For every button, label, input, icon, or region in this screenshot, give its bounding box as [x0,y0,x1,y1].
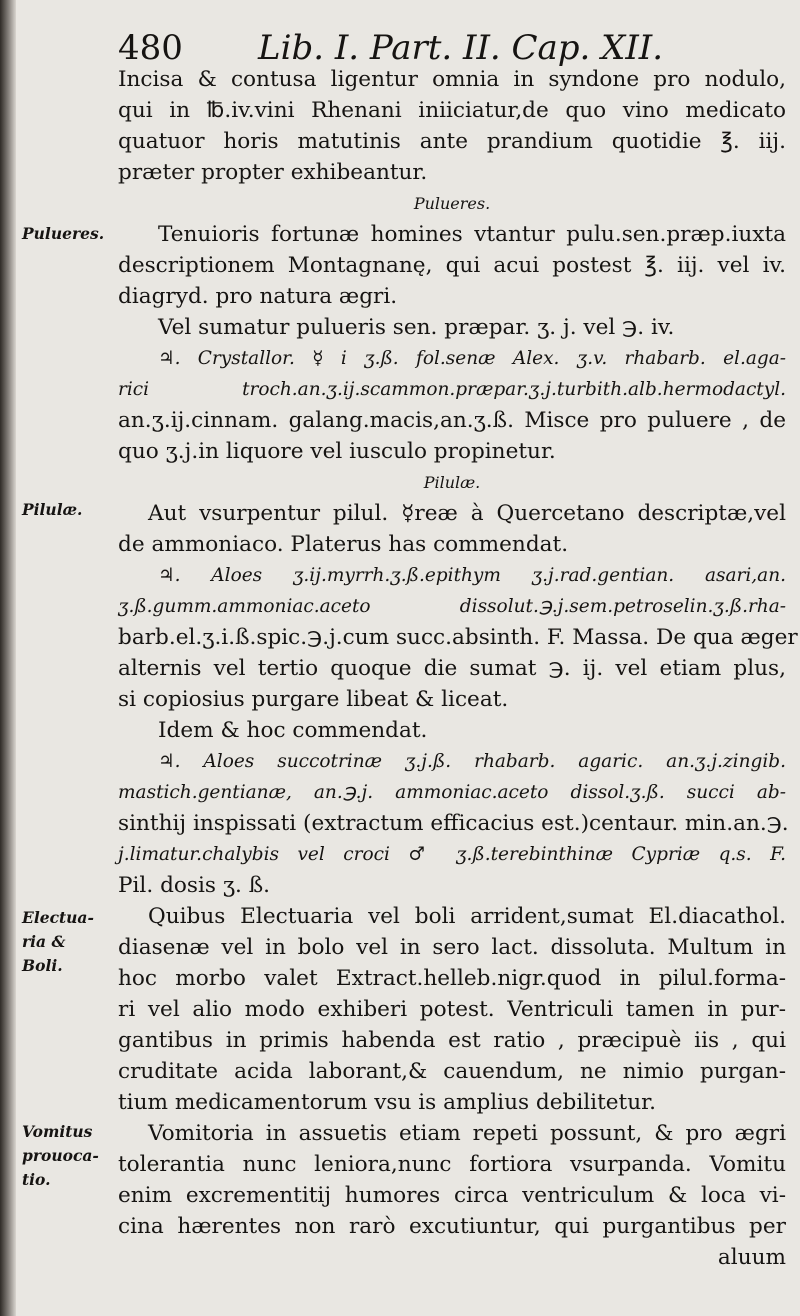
text-line: Vel sumatur pulueris sen. præpar. ʒ. j. vel ℈. iv. [158,315,675,340]
section-heading: Pulueres. [413,194,491,213]
text-line: Vomitoria in assuetis etiam repeti possunt, & pro ægri [148,1121,786,1146]
text-line: si copiosius purgare libeat & liceat. [118,687,509,712]
text-line: an.ʒ.ij.cinnam. galang.macis,an.ʒ.ß. Misce pro puluere , de [118,408,786,433]
running-head: Lib. I. Part. II. Cap. XII. [258,28,664,68]
main-text-block [118,64,798,1273]
text-line: enim excrementitij humores circa ventriculum & loca vi- [118,1183,786,1208]
text-line: de ammoniaco. Platerus has commendat. [118,532,569,557]
text-line: diagryd. pro natura ægri. [118,284,398,309]
text-line: rici troch.an.ʒ.ij.scammon.præpar.ʒ.j.turbith.alb.hermodactyl. [118,379,786,400]
text-line: barb.el.ʒ.i.ß.spic.℈.j.cum succ.absinth. F. Massa. De qua æger [118,625,798,650]
text-line: quo ʒ.j.in liquore vel iusculo propinetur. [118,439,556,464]
page-number: 480 [118,28,183,68]
margin-note-pulueres: Pulueres. [22,224,105,243]
text-line: aluum [717,1245,786,1270]
text-line: præter propter exhibeantur. [118,160,428,185]
text-line: gantibus in primis habenda est ratio , præcipuè iis , qui [118,1028,786,1053]
text-line: j.limatur.chalybis vel croci ♂ ʒ.ß.terebinthinæ Cypriæ q.s. F. [118,844,786,865]
text-line: Pil. dosis ʒ. ß. [118,873,271,898]
text-line: tium medicamentorum vsu is amplius debilitetur. [118,1090,656,1115]
text-line: Incisa & contusa ligentur omnia in syndone pro nodulo, [118,67,786,92]
margin-note-vomitus: Vomitus prouoca- tio. [22,1122,99,1189]
text-line: tolerantia nunc leniora,nunc fortiora vsurpanda. Vomitu [118,1152,786,1177]
book-gutter-shadow [0,0,16,1316]
text-line: ♃. Aloes ʒ.ij.myrrh.ʒ.ß.epithym ʒ.j.rad.gentian. asari,an. [158,565,786,586]
text-line: Tenuioris fortunæ homines vtantur pulu.sen.præp.iuxta [158,222,786,247]
text-line: cruditate acida laborant,& cauendum, ne nimio purgan- [118,1059,786,1084]
text-line: alternis vel tertio quoque die sumat ℈. ij. vel etiam plus, [118,656,786,681]
text-line: Idem & hoc commendat. [158,718,428,743]
text-line: ri vel alio modo exhiberi potest. Ventriculi tamen in pur- [118,997,786,1022]
text-line: Quibus Electuaria vel boli arrident,sumat El.diacathol. [148,904,786,929]
text-line: ʒ.ß.gumm.ammoniac.aceto dissolut.℈.j.sem.petroselin.ʒ.ß.rha- [118,596,786,617]
text-line: Aut vsurpentur pilul. ☿reæ à Quercetano descriptæ,vel [148,501,786,526]
margin-note-electuaria: Electua- ria & Boli. [22,908,94,975]
text-line: sinthij inspissati (extractum efficacius est.)centaur. min.an.℈. [118,811,789,836]
text-line: qui in ℔.iv.vini Rhenani iniiciatur,de quo vino medicato [118,98,786,123]
page-header [118,28,758,68]
text-line: ♃. Crystallor. ☿ i ʒ.ß. fol.senæ Alex. ʒ.v. rhabarb. el.aga- [158,348,786,369]
text-line: ♃. Aloes succotrinæ ʒ.j.ß. rhabarb. agaric. an.ʒ.j.zingib. [158,751,786,772]
margin-note-pilulae: Pilulæ. [22,500,83,519]
text-line: quatuor horis matutinis ante prandium quotidie ℥. iij. [118,129,786,154]
text-line: diasenæ vel in bolo vel in sero lact. dissoluta. Multum in [118,935,786,960]
text-line: hoc morbo valet Extract.helleb.nigr.quod in pilul.forma- [118,966,786,991]
text-line: cina hærentes non rarò excutiuntur, qui purgantibus per [118,1214,786,1239]
section-heading: Pilulæ. [423,473,481,492]
text-line: descriptionem Montagnanę, qui acui postest ℥. iij. vel iv. [118,253,786,278]
text-line: mastich.gentianæ, an.℈.j. ammoniac.aceto dissol.ʒ.ß. succi ab- [118,782,786,803]
